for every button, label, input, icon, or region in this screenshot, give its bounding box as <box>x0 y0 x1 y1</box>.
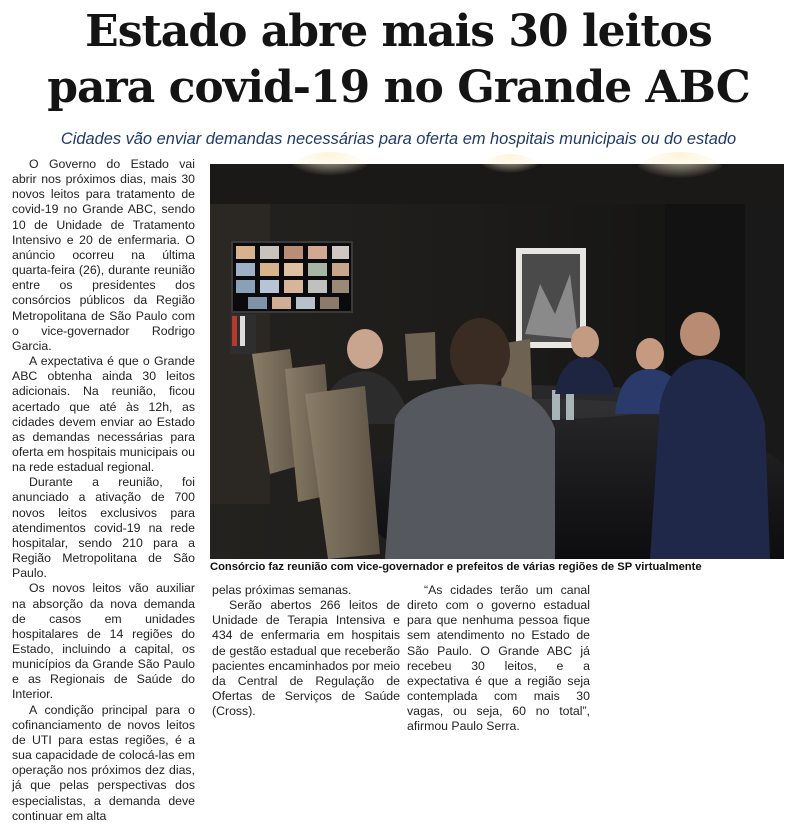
meeting-photo <box>210 164 784 559</box>
quote-paragraph: “As cidades terão um canal direto com o governo estadual para que nenhuma pessoa fique sem atendimento no Estado de São Paulo. O Grande ABC já recebeu 30 leitos, e a expectativa é que a região seja contemplada com mais 30 vagas, ou seja, 60 no total”, afirmou Paulo Serra. <box>407 583 590 734</box>
paragraph: pelas próximas semanas. <box>212 583 352 597</box>
photo-caption: Consórcio faz reunião com vice-governador e prefeitos de várias regiões de SP virtualmente <box>210 561 702 573</box>
paragraph: Serão abertos 266 leitos de Unidade de Terapia Intensiva e 434 de enfermaria em hospitais de gestão estadual que receberão pacientes encaminhados por meio da Central de Regulação de Ofertas de Serviços de Saúde (Cross). <box>212 598 400 719</box>
paragraph: Durante a reunião, foi anunciado a ativação de 700 novos leitos exclusivos para atendimentos covid-19 na rede hospitalar, sendo 210 para a Região Metropolitana de São Paulo. <box>12 475 195 581</box>
paragraph: Os novos leitos vão auxiliar na absorção da nova demanda de casos em unidades hospitalares de 14 regiões do Estado, incluindo a capital, os municípios da Grande São Paulo e as Regionais de Saúde do Interior. <box>12 581 195 702</box>
article-column-2 <box>212 583 400 719</box>
headline-line-1: Estado abre mais 30 leitos <box>85 6 712 57</box>
headline-line-2: para covid-19 no Grande ABC <box>47 62 750 113</box>
subheadline: Cidades vão enviar demandas necessárias para oferta em hospitais municipais ou do estado <box>60 130 737 148</box>
paragraph: O Governo do Estado vai abrir nos próximos dias, mais 30 novos leitos para tratamento de covid-19 no Grande ABC, sendo 10 de Unidade de Tratamento Intensivo e 20 de enfermaria. O anúncio ocorreu na última quarta-feira (26), durante reunião entre os presidentes dos consórcios públicos da Região Metropolitana de São Paulo com o vice-governador Rodrigo Garcia. <box>12 157 195 353</box>
paragraph: A condição principal para o cofinanciamento de novos leitos de UTI para estas regiões, é a sua capacidade de colocá-las em operação nos próximos dez dias, já que pelas perspectivas dos especialistas, a demanda deve continuar em alta <box>12 702 195 823</box>
article-column-1 <box>12 157 195 824</box>
article-column-3 <box>407 583 590 735</box>
paragraph: A expectativa é que o Grande ABC obtenha ainda 30 leitos adicionais. Na reunião, ficou acertado que até às 12h, as cidades devem enviar ao Estado as demandas necessárias para oferta em hospitais municipais ou na rede estadual regional. <box>12 354 195 475</box>
